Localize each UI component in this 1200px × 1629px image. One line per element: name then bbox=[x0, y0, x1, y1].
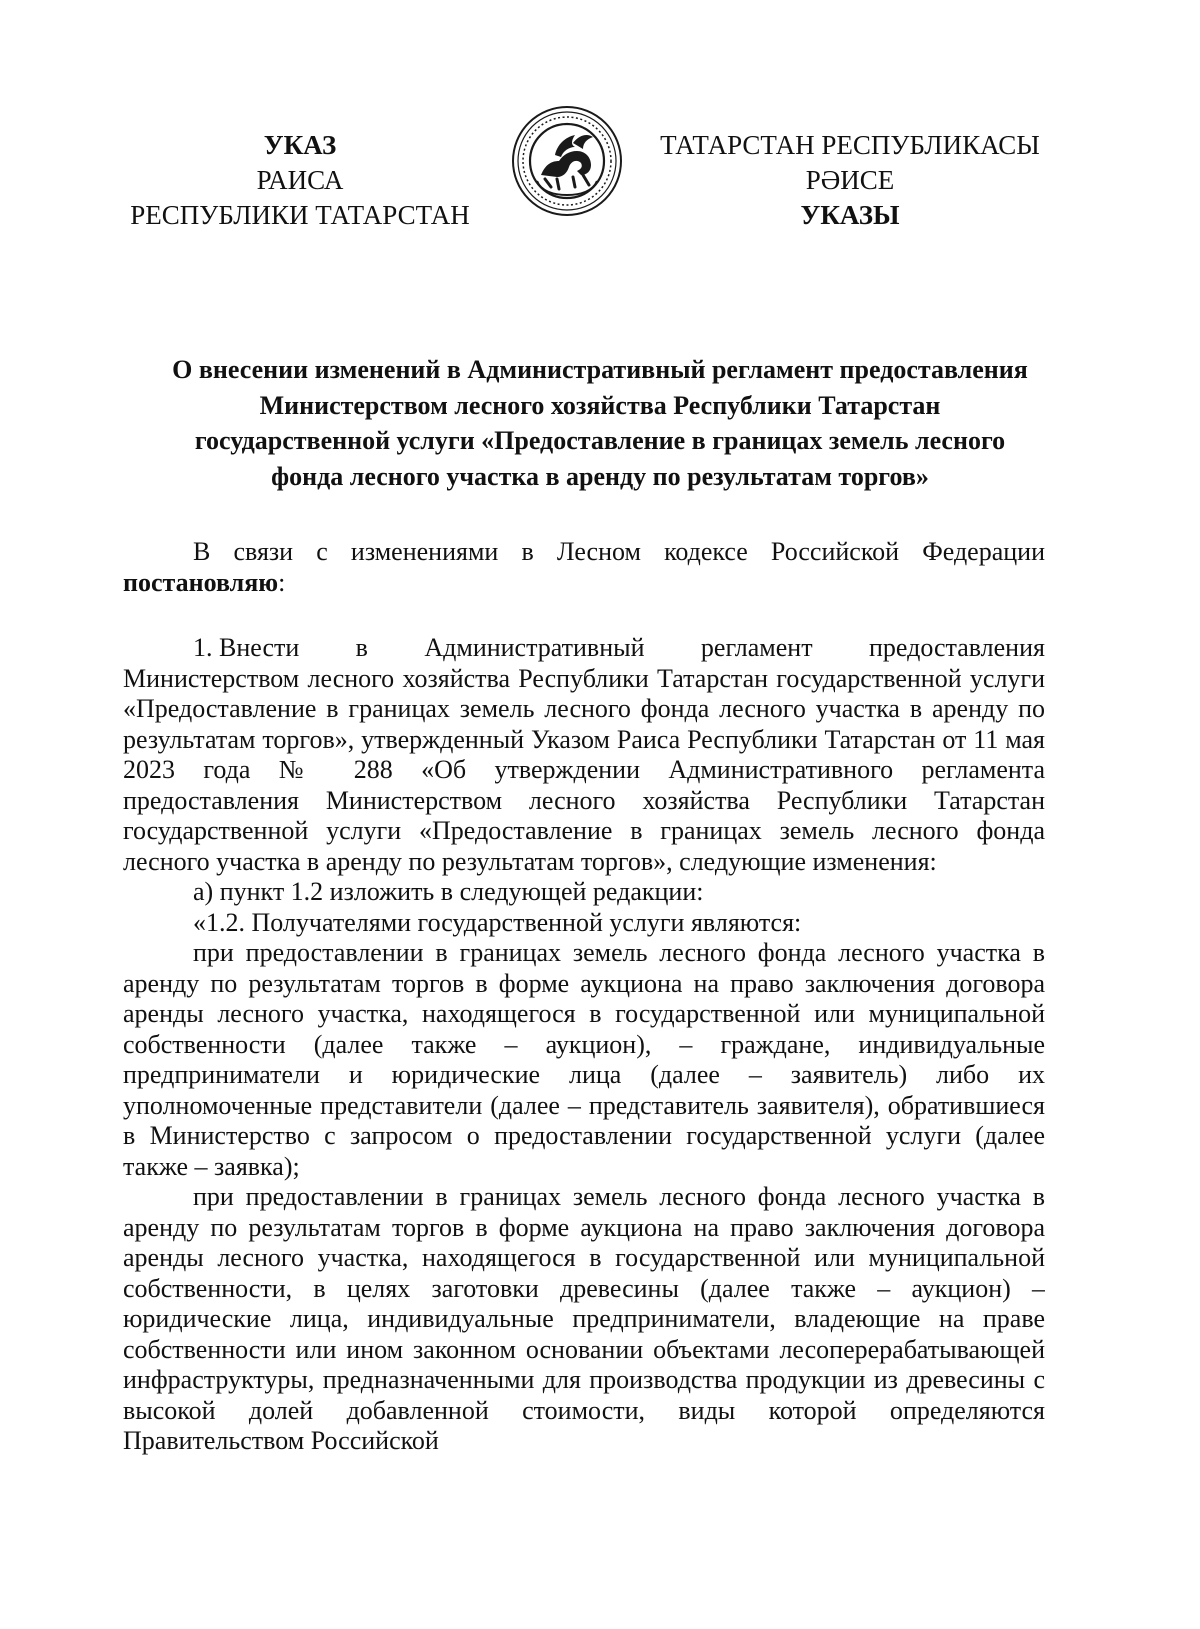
resolution-colon: : bbox=[278, 567, 286, 597]
resolution-word: постановляю bbox=[123, 567, 279, 597]
header-left-line-3: РЕСПУБЛИКИ ТАТАРСТАН bbox=[130, 200, 470, 230]
item-1-paragraph: Министерством лесного хозяйства Республики Татарстан государственной услуги «Предоставление в границах земель лесного фонда лесного участка в аренду по результатам торгов», утвержденный Указом Раиса Республики Татарстан от 11 мая 2023 года № 288 «Об утверждении Административного регламента предоставления Министерством лесного хозяйства Республики Татарстан государственной услуги «Предоставление в границах земель лесного фонда лесного участка в аренду по результатам торгов», следующие изменения: bbox=[123, 663, 1045, 876]
preamble-text: В связи с изменениями в Лесном кодексе Российской Федерации bbox=[193, 537, 1045, 566]
item-1-word-1: 1. Внести bbox=[193, 633, 300, 662]
header-left-line-2: РАИСА bbox=[256, 165, 344, 195]
header-left-line-1: УКАЗ bbox=[263, 130, 337, 160]
item-1-first-line bbox=[123, 633, 1045, 664]
header-right-line-2: РӘИСЕ bbox=[805, 165, 895, 195]
item-1-word-5: предоставления bbox=[868, 633, 1045, 662]
header-russian-block bbox=[110, 128, 490, 233]
header-tatar-block bbox=[655, 128, 1045, 233]
preamble-paragraph bbox=[123, 537, 1045, 568]
title-line-4: фонда лесного участка в аренду по результатам торгов» bbox=[271, 461, 929, 491]
recipients-paragraph-2: при предоставлении в границах земель лесного фонда лесного участка в аренду по результатам торгов в форме аукциона на право заключения договора аренды лесного участка, находящегося в государственной или муниципальной собственности, в целях заготовки древесины (далее также – аукцион) – юридические лица, индивидуальные предприниматели, владеющие на праве собственности или ином законном основании объектами лесоперерабатывающей инфраструктуры, предназначенными для производства продукции из древесины с высокой долей добавленной стоимости, виды которой определяются Правительством Российской bbox=[123, 1182, 1045, 1455]
document-title bbox=[100, 352, 1100, 494]
item-1-word-2: в bbox=[355, 633, 368, 662]
tatarstan-emblem-icon bbox=[511, 105, 623, 217]
item-1-word-4: регламент bbox=[700, 633, 813, 662]
preamble-resolution bbox=[123, 568, 1045, 599]
recipients-paragraph-1: при предоставлении в границах земель лесного фонда лесного участка в аренду по результатам торгов в форме аукциона на право заключения договора аренды лесного участка, находящегося в государственной или муниципальной собственности (далее также – аукцион), – граждане, индивидуальные предприниматели и юридические лица (далее – заявитель) либо их уполномоченные представители (далее – представитель заявителя), обратившиеся в Министерство с запросом о предоставлении государственной услуги (далее также – заявка); bbox=[123, 938, 1045, 1181]
title-line-1: О внесении изменений в Административный регламент предоставления bbox=[172, 355, 1028, 384]
quote-item-1-2: «1.2. Получателями государственной услуги являются: bbox=[193, 907, 802, 937]
sub-item-a: а) пункт 1.2 изложить в следующей редакции: bbox=[193, 877, 704, 906]
header-right-line-3: УКАЗЫ bbox=[800, 200, 900, 230]
title-line-2: Министерством лесного хозяйства Республики Татарстан bbox=[259, 390, 941, 420]
header-right-line-1: ТАТАРСТАН РЕСПУБЛИКАСЫ bbox=[660, 130, 1040, 160]
document-body bbox=[123, 537, 1045, 1457]
item-1-word-3: Административный bbox=[424, 633, 645, 662]
title-line-3: государственной услуги «Предоставление в границах земель лесного bbox=[194, 426, 1006, 455]
